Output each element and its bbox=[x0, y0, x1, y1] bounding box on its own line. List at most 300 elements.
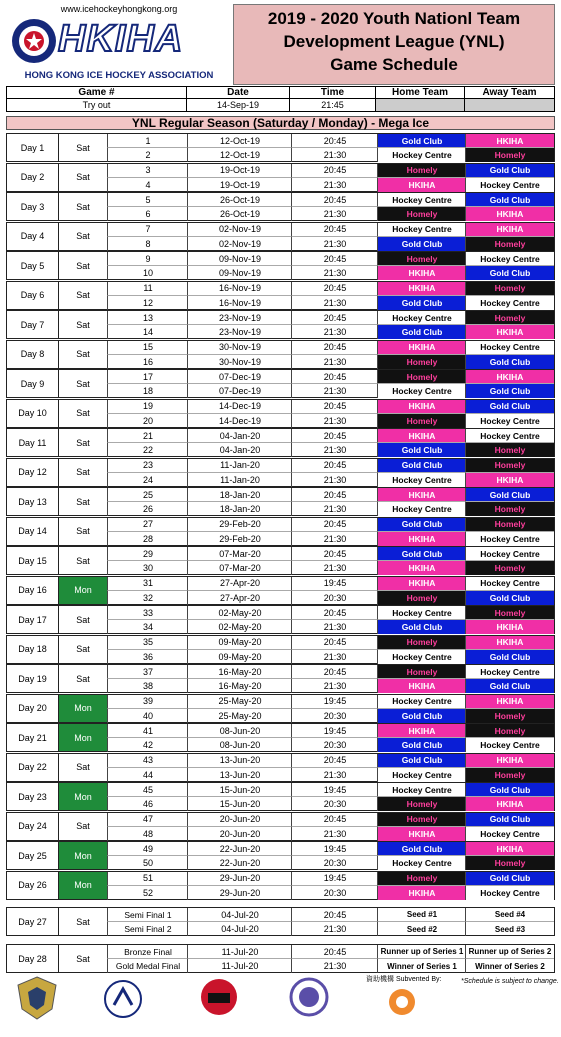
away-team: Homely bbox=[465, 282, 554, 296]
home-team: Hockey Centre bbox=[377, 311, 466, 325]
away-team: Gold Club bbox=[465, 193, 554, 207]
table-row bbox=[107, 813, 554, 827]
game-number: 51 bbox=[107, 872, 188, 886]
table-row bbox=[107, 724, 554, 738]
game-time: 20:45 bbox=[291, 370, 378, 384]
home-team: Hockey Centre bbox=[377, 768, 466, 782]
away-team: Homely bbox=[465, 724, 554, 738]
game-date: 12-Oct-19 bbox=[187, 148, 292, 162]
day-block bbox=[6, 907, 555, 936]
table-row bbox=[107, 459, 554, 473]
game-date: 20-Jun-20 bbox=[187, 827, 292, 841]
day-of-week: Mon bbox=[58, 783, 107, 810]
table-row bbox=[107, 856, 554, 870]
day-label: Day 28 bbox=[18, 953, 47, 964]
day-of-week: Sat bbox=[58, 547, 107, 574]
home-team: Hockey Centre bbox=[377, 473, 466, 487]
home-team: Homely bbox=[377, 797, 466, 811]
day-label: Day 23 bbox=[18, 791, 47, 802]
ice-hockey-centre-logo-icon bbox=[100, 975, 146, 1025]
game-time: 20:30 bbox=[291, 886, 378, 900]
game-number: 11 bbox=[107, 282, 188, 296]
table-row bbox=[107, 797, 554, 811]
tryout-time: 21:45 bbox=[289, 99, 376, 112]
day-block bbox=[6, 694, 555, 723]
day-of-week: Sat bbox=[58, 665, 107, 692]
day-of-week: Sat bbox=[58, 164, 107, 191]
game-time: 21:30 bbox=[291, 827, 378, 841]
day-of-week: Mon bbox=[58, 695, 107, 722]
game-date: 14-Dec-19 bbox=[187, 414, 292, 428]
day-label: Day 20 bbox=[18, 703, 47, 713]
day-block bbox=[6, 635, 555, 664]
day-block bbox=[6, 163, 555, 192]
home-team: Hockey Centre bbox=[377, 783, 466, 797]
table-row bbox=[107, 355, 554, 369]
day-label: Day 1 bbox=[20, 142, 45, 153]
table-row bbox=[107, 754, 554, 768]
game-number: 43 bbox=[107, 754, 188, 768]
game-number: 22 bbox=[107, 443, 188, 457]
day-of-week: Sat bbox=[58, 518, 107, 545]
away-team: Gold Club bbox=[465, 813, 554, 827]
away-team: HKIHA bbox=[465, 207, 554, 221]
game-date: 22-Jun-20 bbox=[187, 842, 292, 856]
game-time: 20:45 bbox=[291, 606, 378, 620]
game-number: 40 bbox=[107, 709, 188, 723]
game-number: 37 bbox=[107, 665, 188, 679]
game-date: 09-Nov-19 bbox=[187, 252, 292, 266]
game-time: 21:30 bbox=[291, 325, 378, 339]
table-row bbox=[107, 443, 554, 457]
game-number: 41 bbox=[107, 724, 188, 738]
game-date: 19-Oct-19 bbox=[187, 178, 292, 192]
away-team: HKIHA bbox=[465, 797, 554, 811]
game-date: 02-Nov-19 bbox=[187, 237, 292, 251]
home-team: HKIHA bbox=[377, 266, 466, 280]
game-time: 20:45 bbox=[291, 665, 378, 679]
day-of-week: Sat bbox=[58, 945, 107, 972]
home-team: Homely bbox=[377, 636, 466, 650]
day-label: Day 27 bbox=[18, 916, 47, 927]
day-label: Day 12 bbox=[18, 467, 47, 477]
game-time: 21:30 bbox=[291, 473, 378, 487]
table-row bbox=[107, 266, 554, 280]
day-label: Day 24 bbox=[18, 821, 47, 831]
home-team: Gold Club bbox=[377, 518, 466, 532]
day-block bbox=[6, 944, 555, 973]
game-time: 20:45 bbox=[291, 908, 378, 922]
home-team: Homely bbox=[377, 207, 466, 221]
table-row bbox=[107, 473, 554, 487]
game-time: 21:30 bbox=[291, 355, 378, 369]
day-label: Day 18 bbox=[18, 644, 47, 654]
home-team: HKIHA bbox=[377, 561, 466, 575]
game-date: 08-Jun-20 bbox=[187, 724, 292, 738]
game-number: 2 bbox=[107, 148, 188, 162]
game-number: 24 bbox=[107, 473, 188, 487]
home-team: HKIHA bbox=[377, 724, 466, 738]
day-of-week: Sat bbox=[58, 370, 107, 397]
schedule-note: *Schedule is subject to change. bbox=[461, 978, 559, 985]
game-date: 11-Jan-20 bbox=[187, 473, 292, 487]
away-team: Homely bbox=[465, 606, 554, 620]
day-block bbox=[6, 251, 555, 280]
home-team: Winner of Series 1 bbox=[377, 959, 466, 973]
game-time: 20:45 bbox=[291, 193, 378, 207]
game-number: 34 bbox=[107, 620, 188, 634]
day-label: Day 26 bbox=[18, 880, 47, 890]
game-date: 11-Jul-20 bbox=[187, 959, 292, 973]
table-row bbox=[107, 738, 554, 752]
table-row bbox=[107, 311, 554, 325]
home-team: Gold Club bbox=[377, 459, 466, 473]
game-date: 27-Apr-20 bbox=[187, 591, 292, 605]
day-label: Day 11 bbox=[18, 437, 47, 448]
game-date: 18-Jan-20 bbox=[187, 488, 292, 502]
game-time: 20:30 bbox=[291, 709, 378, 723]
day-label: Day 7 bbox=[20, 319, 45, 330]
game-date: 07-Mar-20 bbox=[187, 547, 292, 561]
game-date: 02-May-20 bbox=[187, 606, 292, 620]
day-label: Day 3 bbox=[20, 201, 45, 212]
page-title bbox=[233, 4, 555, 85]
away-team: Hockey Centre bbox=[465, 738, 554, 752]
table-row bbox=[107, 606, 554, 620]
away-team: Homely bbox=[465, 561, 554, 575]
game-time: 21:30 bbox=[291, 532, 378, 546]
game-date: 02-May-20 bbox=[187, 620, 292, 634]
game-time: 20:45 bbox=[291, 341, 378, 355]
home-team: HKIHA bbox=[377, 429, 466, 443]
game-number: Semi Final 2 bbox=[107, 922, 188, 936]
game-time: 20:45 bbox=[291, 282, 378, 296]
game-number: 1 bbox=[107, 134, 188, 148]
game-date: 15-Jun-20 bbox=[187, 783, 292, 797]
away-team: HKIHA bbox=[465, 134, 554, 148]
game-date: 07-Dec-19 bbox=[187, 384, 292, 398]
table-row bbox=[107, 908, 554, 922]
game-time: 20:30 bbox=[291, 591, 378, 605]
game-date: 18-Jan-20 bbox=[187, 502, 292, 516]
home-team: Runner up of Series 1 bbox=[377, 945, 466, 959]
table-row bbox=[107, 488, 554, 502]
org-name: HONG KONG ICE HOCKEY ASSOCIATION bbox=[24, 70, 214, 81]
home-team: Hockey Centre bbox=[377, 502, 466, 516]
game-time: 20:45 bbox=[291, 518, 378, 532]
away-team: Gold Club bbox=[465, 679, 554, 693]
day-block bbox=[6, 281, 555, 310]
day-of-week: Mon bbox=[58, 577, 107, 604]
table-row bbox=[107, 665, 554, 679]
home-team: Homely bbox=[377, 164, 466, 178]
day-label: Day 16 bbox=[18, 585, 47, 595]
day-block bbox=[6, 340, 555, 369]
day-block bbox=[6, 517, 555, 546]
away-team: HKIHA bbox=[465, 620, 554, 634]
day-block bbox=[6, 399, 555, 428]
table-row bbox=[107, 384, 554, 398]
game-date: 04-Jan-20 bbox=[187, 429, 292, 443]
game-date: 30-Nov-19 bbox=[187, 355, 292, 369]
away-team: Hockey Centre bbox=[465, 414, 554, 428]
section-title: YNL Regular Season (Saturday / Monday) - Mega Ice bbox=[6, 116, 555, 130]
home-team: HKIHA bbox=[377, 679, 466, 693]
home-team: HKIHA bbox=[377, 886, 466, 900]
home-team: Gold Club bbox=[377, 754, 466, 768]
day-label: Day 22 bbox=[18, 762, 47, 772]
game-date: 04-Jan-20 bbox=[187, 443, 292, 457]
day-block bbox=[6, 753, 555, 782]
away-team: Hockey Centre bbox=[465, 577, 554, 591]
away-team: Gold Club bbox=[465, 488, 554, 502]
away-team: Gold Club bbox=[465, 164, 554, 178]
day-label: Day 14 bbox=[18, 526, 47, 536]
day-block bbox=[6, 192, 555, 221]
game-date: 29-Jun-20 bbox=[187, 886, 292, 900]
game-time: 20:45 bbox=[291, 223, 378, 237]
game-number: 6 bbox=[107, 207, 188, 221]
game-date: 29-Feb-20 bbox=[187, 518, 292, 532]
game-date: 08-Jun-20 bbox=[187, 738, 292, 752]
table-row bbox=[107, 827, 554, 841]
day-of-week: Sat bbox=[58, 400, 107, 427]
game-time: 20:45 bbox=[291, 400, 378, 414]
game-time: 20:30 bbox=[291, 856, 378, 870]
table-row bbox=[107, 650, 554, 664]
game-number: Semi Final 1 bbox=[107, 908, 188, 922]
away-team: Gold Club bbox=[465, 872, 554, 886]
game-time: 20:30 bbox=[291, 738, 378, 752]
game-date: 09-Nov-19 bbox=[187, 266, 292, 280]
game-number: 13 bbox=[107, 311, 188, 325]
game-number: 38 bbox=[107, 679, 188, 693]
day-of-week: Sat bbox=[58, 341, 107, 368]
game-number: 7 bbox=[107, 223, 188, 237]
game-date: 12-Oct-19 bbox=[187, 134, 292, 148]
home-team: HKIHA bbox=[377, 532, 466, 546]
away-team: Runner up of Series 2 bbox=[465, 945, 554, 959]
game-date: 11-Jul-20 bbox=[187, 945, 292, 959]
website-url: www.icehockeyhongkong.org bbox=[60, 4, 178, 14]
home-team: Hockey Centre bbox=[377, 606, 466, 620]
home-team: Homely bbox=[377, 591, 466, 605]
game-number: 21 bbox=[107, 429, 188, 443]
day-label: Day 21 bbox=[18, 732, 47, 743]
day-of-week: Mon bbox=[58, 724, 107, 751]
game-date: 02-Nov-19 bbox=[187, 223, 292, 237]
col-time: Time bbox=[289, 86, 376, 99]
game-time: 19:45 bbox=[291, 842, 378, 856]
day-of-week: Mon bbox=[58, 842, 107, 869]
away-team: Hockey Centre bbox=[465, 665, 554, 679]
table-row bbox=[107, 547, 554, 561]
day-block bbox=[6, 458, 555, 487]
day-of-week: Sat bbox=[58, 754, 107, 781]
away-team: Hockey Centre bbox=[465, 547, 554, 561]
day-label: Day 15 bbox=[18, 555, 47, 566]
title-line-1: 2019 - 2020 Youth Nationl Team bbox=[267, 9, 521, 28]
game-time: 20:45 bbox=[291, 813, 378, 827]
game-number: 42 bbox=[107, 738, 188, 752]
game-time: 21:30 bbox=[291, 266, 378, 280]
home-team: Homely bbox=[377, 665, 466, 679]
game-number: 35 bbox=[107, 636, 188, 650]
home-team: Gold Club bbox=[377, 134, 466, 148]
home-team: Hockey Centre bbox=[377, 384, 466, 398]
day-label: Day 17 bbox=[18, 614, 47, 625]
day-block bbox=[6, 812, 555, 841]
game-date: 25-May-20 bbox=[187, 709, 292, 723]
day-block bbox=[6, 310, 555, 339]
game-date: 16-Nov-19 bbox=[187, 296, 292, 310]
game-number: 49 bbox=[107, 842, 188, 856]
table-row bbox=[107, 783, 554, 797]
game-time: 19:45 bbox=[291, 577, 378, 591]
away-team: HKIHA bbox=[465, 754, 554, 768]
game-time: 21:30 bbox=[291, 384, 378, 398]
game-date: 25-May-20 bbox=[187, 695, 292, 709]
day-label: Day 6 bbox=[20, 290, 45, 300]
home-team: Homely bbox=[377, 370, 466, 384]
away-team: Gold Club bbox=[465, 400, 554, 414]
table-row bbox=[107, 886, 554, 900]
game-date: 27-Apr-20 bbox=[187, 577, 292, 591]
game-number: 4 bbox=[107, 178, 188, 192]
day-of-week: Sat bbox=[58, 636, 107, 663]
day-label: Day 2 bbox=[20, 172, 45, 182]
title-line-2: Development League (YNL) bbox=[283, 32, 505, 51]
game-number: 3 bbox=[107, 164, 188, 178]
table-row bbox=[107, 370, 554, 384]
away-team: Homely bbox=[465, 709, 554, 723]
home-team: Gold Club bbox=[377, 709, 466, 723]
day-label: Day 8 bbox=[20, 349, 45, 359]
game-number: 33 bbox=[107, 606, 188, 620]
home-team: Gold Club bbox=[377, 620, 466, 634]
away-team: HKIHA bbox=[465, 842, 554, 856]
game-time: 21:30 bbox=[291, 959, 378, 973]
game-date: 20-Jun-20 bbox=[187, 813, 292, 827]
home-team: HKIHA bbox=[377, 827, 466, 841]
game-number: 27 bbox=[107, 518, 188, 532]
table-row bbox=[107, 872, 554, 886]
game-number: 15 bbox=[107, 341, 188, 355]
game-date: 15-Jun-20 bbox=[187, 797, 292, 811]
day-block bbox=[6, 546, 555, 575]
game-number: 26 bbox=[107, 502, 188, 516]
away-team: Hockey Centre bbox=[465, 532, 554, 546]
tryout-date: 14-Sep-19 bbox=[186, 99, 290, 112]
game-time: 21:30 bbox=[291, 650, 378, 664]
game-date: 04-Jul-20 bbox=[187, 922, 292, 936]
game-time: 20:45 bbox=[291, 164, 378, 178]
day-label: Day 25 bbox=[18, 850, 47, 861]
table-row bbox=[107, 695, 554, 709]
game-number: 10 bbox=[107, 266, 188, 280]
away-team: Gold Club bbox=[465, 384, 554, 398]
game-date: 22-Jun-20 bbox=[187, 856, 292, 870]
table-row bbox=[107, 636, 554, 650]
game-time: 21:30 bbox=[291, 502, 378, 516]
home-team: HKIHA bbox=[377, 282, 466, 296]
game-time: 20:45 bbox=[291, 754, 378, 768]
game-time: 21:30 bbox=[291, 237, 378, 251]
game-date: 19-Oct-19 bbox=[187, 164, 292, 178]
table-row bbox=[107, 945, 554, 959]
table-row bbox=[107, 561, 554, 575]
hkiha-logo bbox=[8, 4, 230, 84]
game-time: 21:30 bbox=[291, 561, 378, 575]
home-team: Gold Club bbox=[377, 443, 466, 457]
game-date: 29-Jun-20 bbox=[187, 872, 292, 886]
game-number: Gold Medal Final bbox=[107, 959, 188, 973]
table-row bbox=[107, 178, 554, 192]
game-date: 13-Jun-20 bbox=[187, 754, 292, 768]
game-number: 48 bbox=[107, 827, 188, 841]
away-team: Hockey Centre bbox=[465, 296, 554, 310]
table-row bbox=[107, 429, 554, 443]
col-game: Game # bbox=[6, 86, 187, 99]
game-time: 21:30 bbox=[291, 414, 378, 428]
away-team: Hockey Centre bbox=[465, 886, 554, 900]
game-number: 32 bbox=[107, 591, 188, 605]
day-block bbox=[6, 222, 555, 251]
day-block bbox=[6, 664, 555, 693]
game-date: 16-May-20 bbox=[187, 665, 292, 679]
game-date: 26-Oct-19 bbox=[187, 193, 292, 207]
table-row bbox=[107, 148, 554, 162]
hkiha-small-logo-icon bbox=[286, 975, 332, 1021]
game-number: 28 bbox=[107, 532, 188, 546]
table-row bbox=[107, 709, 554, 723]
away-team: Homely bbox=[465, 459, 554, 473]
game-number: 25 bbox=[107, 488, 188, 502]
away-team: Homely bbox=[465, 311, 554, 325]
table-row bbox=[107, 532, 554, 546]
home-team: Homely bbox=[377, 872, 466, 886]
home-team: Hockey Centre bbox=[377, 148, 466, 162]
game-number: 36 bbox=[107, 650, 188, 664]
away-team: HKIHA bbox=[465, 325, 554, 339]
game-number: 17 bbox=[107, 370, 188, 384]
game-number: 44 bbox=[107, 768, 188, 782]
game-time: 20:45 bbox=[291, 252, 378, 266]
game-number: 39 bbox=[107, 695, 188, 709]
table-row bbox=[107, 959, 554, 973]
day-of-week: Sat bbox=[58, 908, 107, 935]
game-date: 23-Nov-19 bbox=[187, 325, 292, 339]
game-time: 19:45 bbox=[291, 724, 378, 738]
col-home: Home Team bbox=[375, 86, 465, 99]
table-row bbox=[107, 679, 554, 693]
away-team: Gold Club bbox=[465, 266, 554, 280]
home-team: Hockey Centre bbox=[377, 193, 466, 207]
game-time: 20:45 bbox=[291, 945, 378, 959]
home-team: Gold Club bbox=[377, 296, 466, 310]
day-label: Day 4 bbox=[20, 231, 45, 241]
game-time: 19:45 bbox=[291, 695, 378, 709]
game-number: 19 bbox=[107, 400, 188, 414]
hkiha-emblem-icon bbox=[10, 16, 58, 66]
day-block bbox=[6, 871, 555, 900]
day-of-week: Mon bbox=[58, 872, 107, 899]
day-of-week: Sat bbox=[58, 134, 107, 161]
away-team: Winner of Series 2 bbox=[465, 959, 554, 973]
game-number: 47 bbox=[107, 813, 188, 827]
logo-wordmark: HKIHA bbox=[58, 18, 184, 60]
home-team: Homely bbox=[377, 252, 466, 266]
